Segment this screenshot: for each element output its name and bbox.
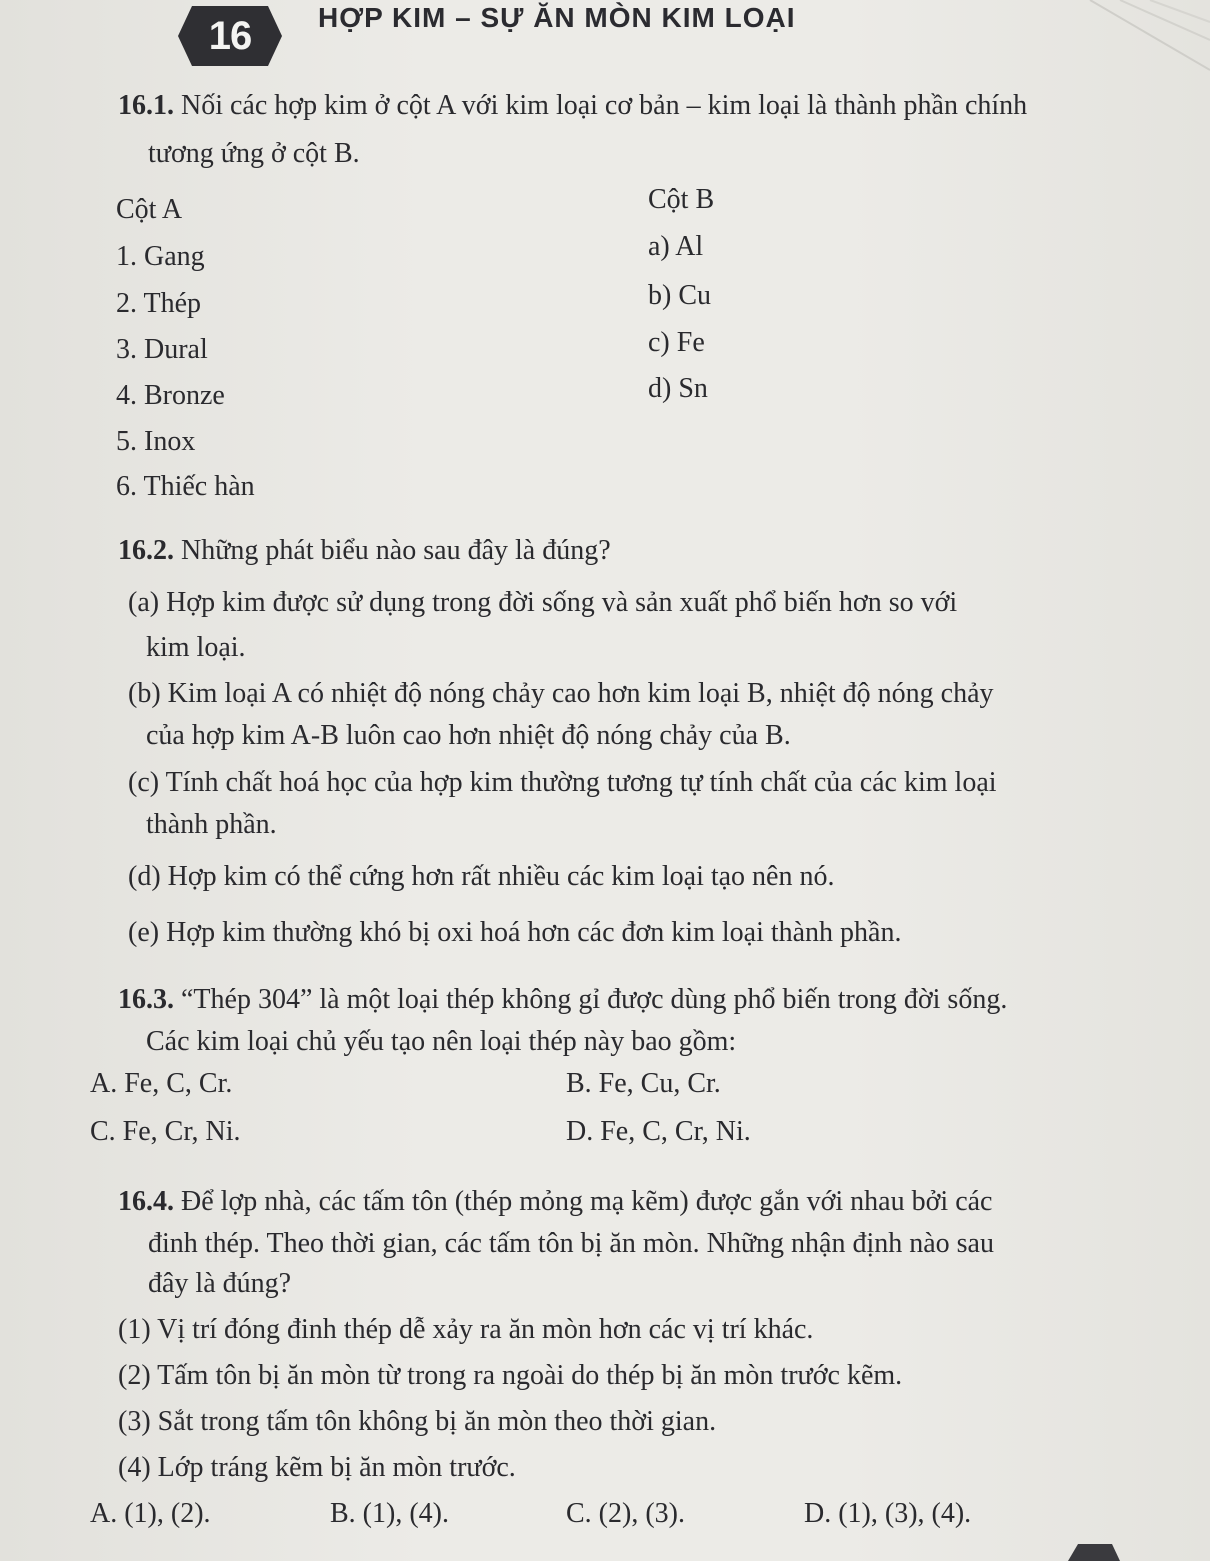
- question-number: 16.3.: [118, 984, 174, 1015]
- column-b-header: Cột B: [648, 184, 715, 215]
- question-number: 16.4.: [118, 1186, 174, 1217]
- option-d: D. Fe, C, Cr, Ni.: [566, 1116, 751, 1147]
- column-a-header: Cột A: [116, 194, 183, 225]
- column-a-item: 6. Thiếc hàn: [116, 471, 255, 502]
- option-b: B. Fe, Cu, Cr.: [566, 1068, 721, 1099]
- option-b: B. (1), (4).: [330, 1498, 449, 1529]
- column-b-item: c) Fe: [648, 327, 705, 358]
- statement-3: (3) Sắt trong tấm tôn không bị ăn mòn theo thời gian.: [118, 1406, 717, 1437]
- option-c: C. Fe, Cr, Ni.: [90, 1116, 241, 1147]
- column-b-item: a) Al: [648, 231, 704, 262]
- page-corner-decoration: [1080, 0, 1210, 140]
- chapter-title: HỢP KIM – SỰ ĂN MÒN KIM LOẠI: [318, 2, 796, 33]
- question-text: Những phát biểu nào sau đây là đúng?: [181, 535, 611, 566]
- question-16-4-line1: [118, 1182, 992, 1222]
- statement-b-line1: (b) Kim loại A có nhiệt độ nóng chảy cao hơn kim loại B, nhiệt độ nóng chảy: [128, 678, 994, 709]
- question-16-1-line1: [118, 86, 1027, 126]
- question-number: 16.2.: [118, 535, 174, 566]
- question-16-2-line1: [118, 531, 611, 571]
- chapter-number-badge: [178, 6, 282, 66]
- chapter-number: 16: [208, 14, 252, 58]
- page-tab-decoration: [1060, 1538, 1120, 1561]
- statement-c-line2: thành phần.: [146, 809, 277, 840]
- statement-e: (e) Hợp kim thường khó bị oxi hoá hơn các đơn kim loại thành phần.: [128, 917, 902, 948]
- option-a: A. Fe, C, Cr.: [90, 1068, 233, 1099]
- statement-c-line1: (c) Tính chất hoá học của hợp kim thường tương tự tính chất của các kim loại: [128, 767, 997, 798]
- statement-2: (2) Tấm tôn bị ăn mòn từ trong ra ngoài do thép bị ăn mòn trước kẽm.: [118, 1360, 903, 1391]
- column-b-item: d) Sn: [648, 373, 708, 404]
- statement-a-line1: (a) Hợp kim được sử dụng trong đời sống và sản xuất phổ biến hơn so với: [128, 587, 958, 618]
- statement-b-line2: của hợp kim A-B luôn cao hơn nhiệt độ nóng chảy của B.: [146, 720, 791, 751]
- column-b-item: b) Cu: [648, 280, 711, 311]
- question-text: “Thép 304” là một loại thép không gỉ được dùng phổ biến trong đời sống.: [181, 984, 1008, 1015]
- statement-d: (d) Hợp kim có thể cứng hơn rất nhiều các kim loại tạo nên nó.: [128, 861, 835, 892]
- option-c: C. (2), (3).: [566, 1498, 685, 1529]
- question-text: Để lợp nhà, các tấm tôn (thép mỏng mạ kẽm) được gắn với nhau bởi các: [181, 1186, 993, 1217]
- statement-a-line2: kim loại.: [146, 632, 246, 663]
- column-a-item: 4. Bronze: [116, 380, 225, 411]
- option-d: D. (1), (3), (4).: [804, 1498, 972, 1529]
- column-a-item: 1. Gang: [116, 241, 205, 272]
- question-16-3-line1: [118, 980, 1007, 1020]
- question-16-4-line2: đinh thép. Theo thời gian, các tấm tôn bị ăn mòn. Những nhận định nào sau: [148, 1228, 994, 1259]
- question-16-3-line2: Các kim loại chủ yếu tạo nên loại thép này bao gồm:: [146, 1026, 737, 1057]
- column-a-item: 2. Thép: [116, 288, 202, 319]
- question-16-1-line2: tương ứng ở cột B.: [148, 138, 360, 169]
- column-a-item: 3. Dural: [116, 334, 208, 365]
- option-a: A. (1), (2).: [90, 1498, 211, 1529]
- column-a-item: 5. Inox: [116, 426, 196, 457]
- statement-1: (1) Vị trí đóng đinh thép dễ xảy ra ăn mòn hơn các vị trí khác.: [118, 1314, 814, 1345]
- question-number: 16.1.: [118, 90, 174, 121]
- question-16-4-line3: đây là đúng?: [148, 1268, 292, 1299]
- question-text: Nối các hợp kim ở cột A với kim loại cơ bản – kim loại là thành phần chính: [181, 90, 1028, 121]
- statement-4: (4) Lớp tráng kẽm bị ăn mòn trước.: [118, 1452, 516, 1483]
